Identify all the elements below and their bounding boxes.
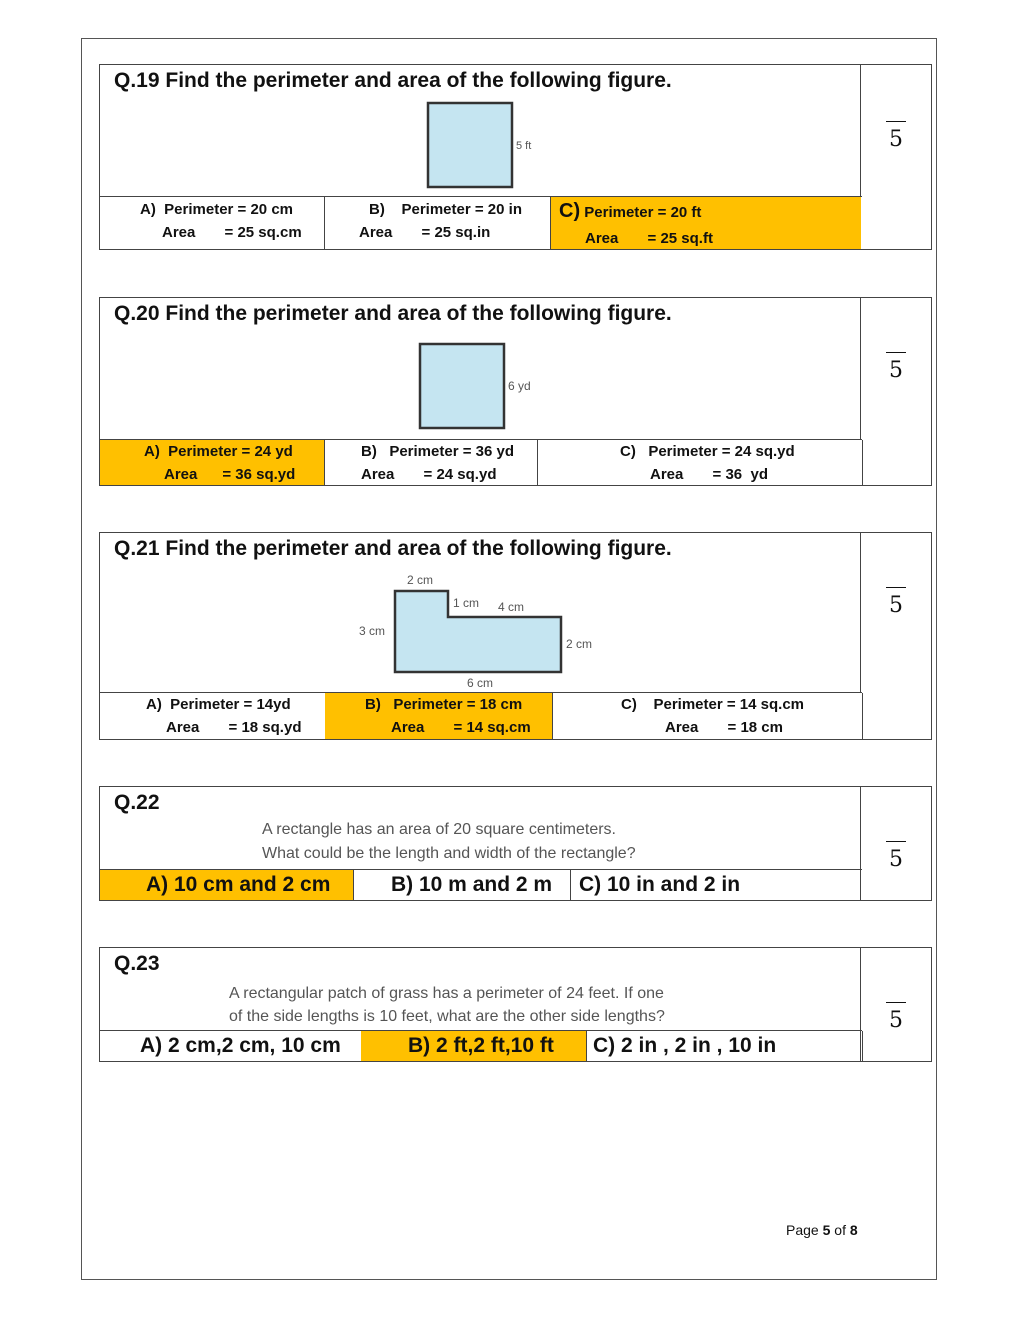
question-20 [99,297,932,486]
label-bottom: 6 cm [467,676,494,690]
question-20-mark: 5 [861,352,931,383]
question-23-mark-cell [860,948,931,1061]
label-step: 1 cm [453,596,480,610]
square-6yd [420,344,504,428]
question-20-mark-cell [860,298,931,440]
q20-option-a[interactable]: A) Perimeter = 24 yd Area = 36 sq.yd [100,440,324,485]
question-20-figure [414,338,554,434]
question-21-figure [350,571,610,693]
side-label-5ft: 5 ft [516,140,532,152]
question-22-mark-cell [860,787,931,900]
question-19-answer-mark-cell [860,197,931,249]
q22-option-c[interactable]: C) 10 in and 2 in [579,873,741,896]
side-label-6yd: 6 yd [508,379,531,393]
question-19 [99,64,932,250]
square-5ft [428,103,512,187]
question-23-line-1: A rectangular patch of grass has a perimeter of 24 feet. If one [229,985,664,1002]
q19-option-c[interactable]: C) Perimeter = 20 ft Area = 25 sq.ft [551,197,861,249]
question-20-title: Q.20 Find the perimeter and area of the following figure. [114,302,672,325]
question-22 [99,786,932,901]
question-23 [99,947,932,1062]
q23-option-c[interactable]: C) 2 in , 2 in , 10 in [593,1034,777,1057]
question-23-title: Q.23 [114,952,160,975]
q22-option-b[interactable]: B) 10 m and 2 m [391,873,553,896]
q19-option-c-letter: C) [559,200,581,222]
q19-option-a[interactable]: A) Perimeter = 20 cm Area = 25 sq.cm [140,201,302,241]
q23-option-a[interactable]: A) 2 cm,2 cm, 10 cm [140,1034,341,1057]
question-22-title: Q.22 [114,791,160,814]
q23-option-b[interactable]: B) 2 ft,2 ft,10 ft [361,1031,586,1061]
question-19-mark-cell [860,65,931,197]
q20-option-b[interactable]: B) Perimeter = 36 yd Area = 24 sq.yd [361,443,514,483]
question-21-mark-cell [860,533,931,693]
page-number: 5 [822,1222,831,1238]
label-top: 2 cm [407,573,434,587]
label-right: 2 cm [566,637,593,651]
question-21-mark: 5 [861,587,931,618]
question-22-mark: 5 [861,841,931,872]
q21-option-b[interactable]: B) Perimeter = 18 cm Area = 14 sq.cm [325,693,552,739]
question-21-title: Q.21 Find the perimeter and area of the following figure. [114,537,672,560]
question-19-figure [420,101,550,193]
label-left: 3 cm [359,624,386,638]
page-total: 8 [849,1222,858,1238]
question-23-line-2: of the side lengths is 10 feet, what are the other side lengths? [229,1008,665,1025]
label-right-top: 4 cm [498,600,525,614]
question-22-line-1: A rectangle has an area of 20 square centimeters. [262,821,616,838]
question-19-title: Q.19 Find the perimeter and area of the following figure. [114,69,672,92]
q22-option-a[interactable]: A) 10 cm and 2 cm [100,870,353,900]
page-footer: Page 5 of 8 [786,1222,858,1238]
q21-option-a[interactable]: A) Perimeter = 14yd Area = 18 sq.yd [146,696,302,736]
question-23-mark: 5 [861,1002,931,1033]
question-22-line-2: What could be the length and width of the rectangle? [262,845,636,862]
q19-option-b[interactable]: B) Perimeter = 20 in Area = 25 sq.in [359,201,522,241]
q21-option-c[interactable]: C) Perimeter = 14 sq.cm Area = 18 cm [621,696,805,736]
question-19-mark: 5 [861,121,931,152]
question-21 [99,532,932,740]
q20-option-c[interactable]: C) Perimeter = 24 sq.yd Area = 36 yd [620,443,795,483]
